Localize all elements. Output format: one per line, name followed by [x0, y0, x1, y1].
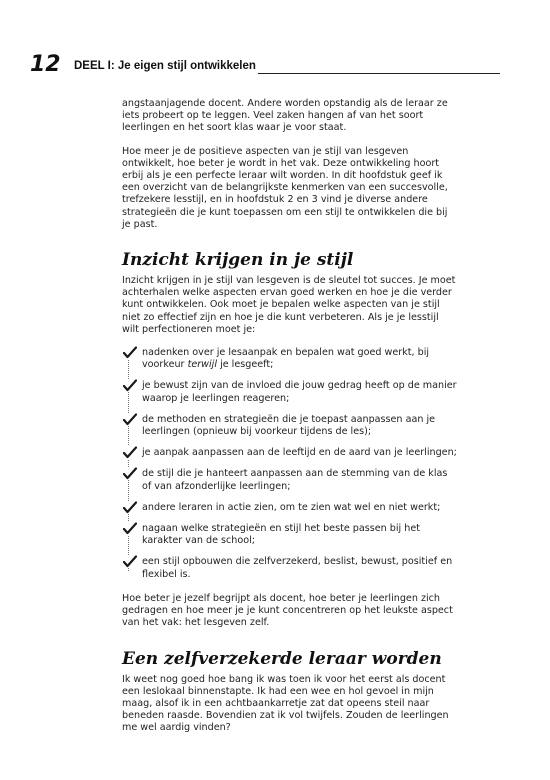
- page-header: [30, 52, 500, 80]
- checkmark-icon: [123, 501, 137, 514]
- bullet-text: de stijl die je hanteert aanpassen aan de stemming van de klas of van afzonderlijke leerlingen;: [142, 468, 448, 492]
- bullet-item: [122, 502, 458, 514]
- bullet-text-emphasis: terwijl: [187, 359, 218, 371]
- bullet-text-before: nadenken over je lesaanpak en bepalen wat goed werkt, bij voorkeur: [142, 347, 430, 371]
- checkmark-icon: [123, 446, 137, 459]
- bullet-text: je bewust zijn van de invloed die jouw gedrag heeft op de manier waarop je leerlingen reageren;: [142, 380, 457, 404]
- checkmark-icon: [123, 346, 137, 359]
- page-number: 12: [30, 52, 61, 77]
- bullet-item: [122, 556, 458, 580]
- checkmark-icon: [123, 522, 137, 535]
- bullet-item: [122, 468, 458, 492]
- section-intro-paragraph: Inzicht krijgen in je stijl van lesgeven is de sleutel tot succes. Je moet achterhalen welke aspecten ervan goed werken en hoe je die verder kunt ontwikkelen. Ook moet je bepalen welke aspecten van je stijl niet zo effectief zijn en hoe je die kunt verbeteren. Als je je lesstijl wilt perfectioneren moet je:: [122, 275, 456, 335]
- checkmark-icon: [123, 413, 137, 426]
- bullet-text: de methoden en strategieën die je toepast aanpassen aan je leerlingen (opnieuw bij voorkeur tijdens de les);: [142, 413, 436, 438]
- bullet-item: [122, 523, 458, 547]
- closing-paragraph: Hoe beter je jezelf begrijpt als docent, hoe beter je leerlingen zich gedragen en hoe meer je je kunt concentreren op het leukste aspect van het vak: het lesgeven zelf.: [122, 592, 453, 629]
- bullet-item: [122, 447, 458, 459]
- bullet-item: [122, 347, 458, 371]
- running-title: DEEL I: Je eigen stijl ontwikkelen: [74, 60, 256, 72]
- bullet-item: [122, 414, 458, 438]
- bullet-list: [122, 347, 458, 581]
- bullet-text: een stijl opbouwen die zelfverzekerd, beslist, bewust, positief en flexibel is.: [142, 556, 453, 580]
- intro-paragraph-1: angstaanjagende docent. Andere worden opstandig als de leraar ze iets probeert op te leggen. Veel zaken hangen af van het soort leerlingen en het soort klas waar je voor staat.: [122, 98, 448, 134]
- bullet-text: je aanpak aanpassen aan de leeftijd en de aard van je leerlingen;: [142, 447, 457, 459]
- bullet-item: [122, 380, 458, 404]
- bullet-text: nagaan welke strategieën en stijl het beste passen bij het karakter van de school;: [142, 523, 421, 547]
- bullet-text: [142, 347, 429, 370]
- bullet-text-after: je lesgeeft;: [217, 359, 274, 371]
- header-rule: [258, 73, 500, 74]
- checkmark-icon: [123, 555, 137, 568]
- page-body: [122, 98, 458, 746]
- intro-paragraph-2: Hoe meer je de positieve aspecten van je stijl van lesgeven ontwikkelt, hoe beter je wordt in het vak. Deze ontwikkeling hoort erbij als je een perfecte leraar wilt worden. In dit hoofdstuk geef ik een overzicht van de belangrijkste kenmerken van een succesvolle, trefzekere lesstijl, en in hoofdstuk 2 en 3 vind je diverse andere strategieën die je kunt toepassen om een stijl te ontwikkelen die bij je past.: [122, 145, 448, 230]
- checkmark-icon: [123, 467, 137, 480]
- bullet-text: andere leraren in actie zien, om te zien wat wel en niet werkt;: [142, 501, 441, 513]
- checkmark-icon: [123, 379, 137, 392]
- section-heading-zelfverzekerd: Een zelfverzekerde leraar worden: [122, 648, 442, 669]
- section-heading-inzicht: Inzicht krijgen in je stijl: [122, 250, 354, 271]
- section-paragraph-zelfverzekerd: Ik weet nog goed hoe bang ik was toen ik voor het eerst als docent een leslokaal binnenstapte. Ik had een wee en hol gevoel in mijn maag, alsof ik in een achtbaankarretje zat dat opeens steil naar beneden raasde. Bovendien zat ik vol twijfels. Zouden de leerlingen me wel aardig vinden?: [122, 673, 449, 734]
